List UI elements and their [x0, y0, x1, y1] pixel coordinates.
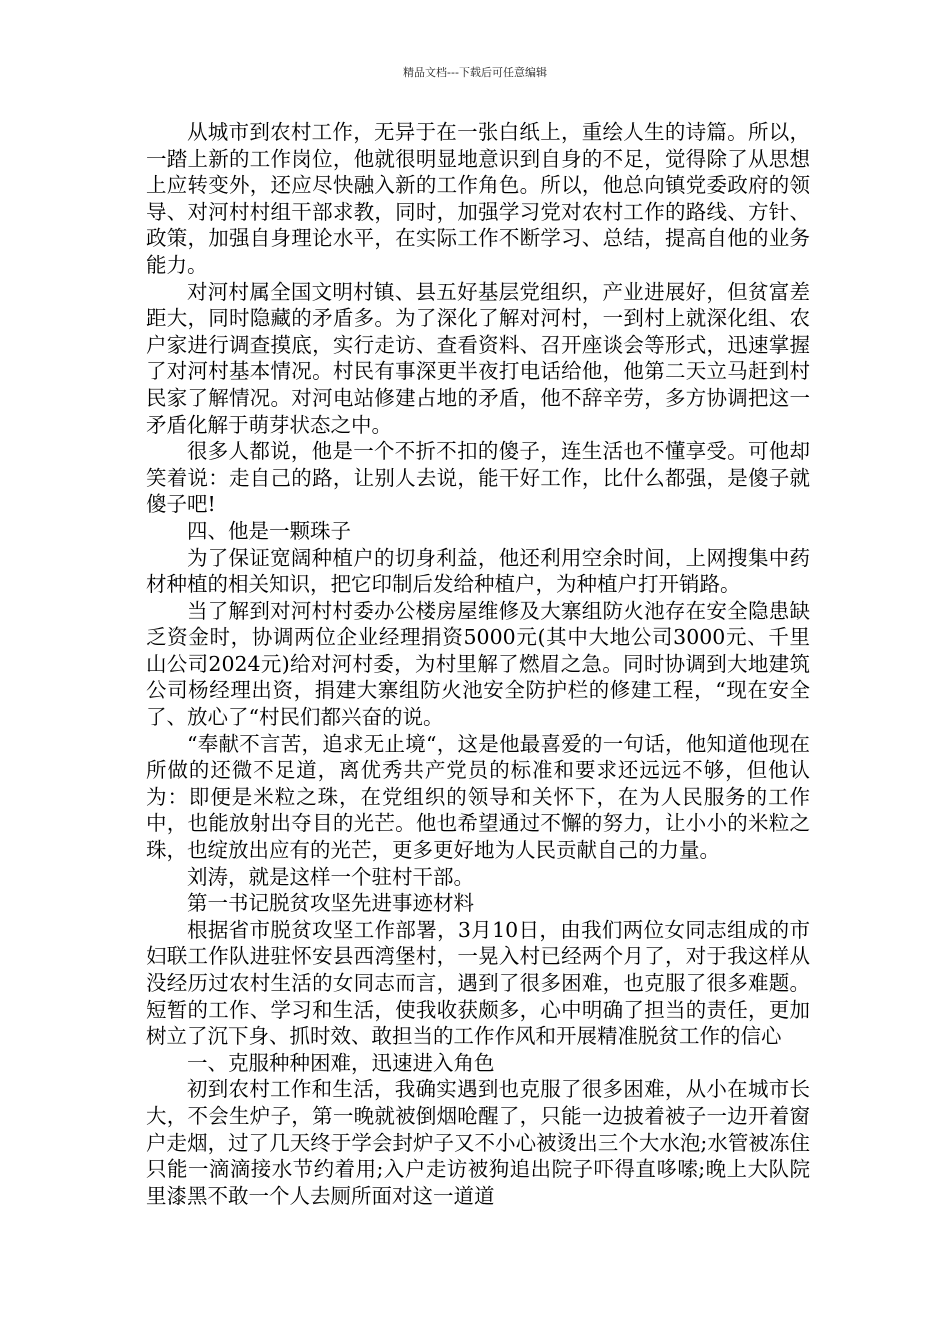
paragraph: 刘涛，就是这样一个驻村干部。 [187, 864, 474, 889]
paragraph: 根据省市脱贫攻坚工作部署，3月10日，由我们两位女同志组成的市妇联工作队进驻怀安县西湾堡村，一晃入村已经两个月了，对于我这样从没经历过农村生活的女同志而言，遇到了很多困难，也克服了很多难题。短暂的工作、学习和生活，使我收获颇多，心中明确了担当的责任，更加树立了沉下身、抓时效、敢担当的工作作风和开展精准脱贫工作的信心 [146, 917, 810, 1049]
article-title: 第一书记脱贫攻坚先进事迹材料 [187, 891, 474, 916]
page-header: 精品文档---下载后可任意编辑 [403, 66, 547, 79]
document-body [146, 119, 810, 1209]
paragraph: 为了保证宽阔种植户的切身利益，他还利用空余时间，上网搜集中药材种植的相关知识，把它印制后发给种植户，为种植户打开销路。 [146, 545, 810, 597]
paragraph: 初到农村工作和生活，我确实遇到也克服了很多困难，从小在城市长大，不会生炉子，第一晚就被倒烟呛醒了，只能一边披着被子一边开着窗户走烟，过了几天终于学会封炉子又不小心被烫出三个大水泡;水管被冻住只能一滴滴接水节约着用;入户走访被狗追出院子吓得直哆嗦;晚上大队院里漆黑不敢一个人去厕所面对这一道道 [146, 1077, 810, 1208]
section-heading: 一、克服种种困难，迅速进入角色 [187, 1050, 495, 1075]
paragraph: 很多人都说，他是一个不折不扣的傻子，连生活也不懂享受。可他却笑着说：走自己的路，让别人去说，能干好工作，比什么都强，是傻子就傻子吧! [146, 439, 810, 517]
paragraph: 当了解到对河村村委办公楼房屋维修及大寨组防火池存在安全隐患缺乏资金时，协调两位企业经理捐资5000元(其中大地公司3000元、千里山公司2024元)给对河村委，为村里解了燃眉之急。同时协调到大地建筑公司杨经理出资，捐建大寨组防火池安全防护栏的修建工程，“现在安全了、放心了“村民们都兴奋的说。 [146, 598, 810, 730]
section-heading: 四、他是一颗珠子 [187, 518, 351, 543]
paragraph: 从城市到农村工作，无异于在一张白纸上，重绘人生的诗篇。所以，一踏上新的工作岗位，他就很明显地意识到自身的不足，觉得除了从思想上应转变外，还应尽快融入新的工作角色。所以，他总向镇党委政府的领导、对河村村组干部求教，同时，加强学习党对农村工作的路线、方针、政策，加强自身理论水平，在实际工作不断学习、总结，提高自他的业务能力。 [146, 120, 810, 277]
paragraph: 对河村属全国文明村镇、县五好基层党组织，产业进展好，但贫富差距大，同时隐藏的矛盾多。为了深化了解对河村，一到村上就深化组、农户家进行调查摸底，实行走访、查看资料、召开座谈会等形式，迅速掌握了对河村基本情况。村民有事深更半夜打电话给他，他第二天立马赶到村民家了解情况。对河电站修建占地的矛盾，他不辞辛劳，多方协调把这一矛盾化解于萌芽状态之中。 [146, 279, 810, 437]
paragraph: “奉献不言苦，追求无止境“，这是他最喜爱的一句话，他知道他现在所做的还微不足道，离优秀共产党员的标准和要求还远远不够，但他认为：即便是米粒之珠，在党组织的领导和关怀下，在为人民服务的工作中，也能放射出夺目的光芒。他也希望通过不懈的努力，让小小的米粒之珠，也绽放出应有的光芒，更多更好地为人民贡献自己的力量。 [146, 731, 810, 863]
